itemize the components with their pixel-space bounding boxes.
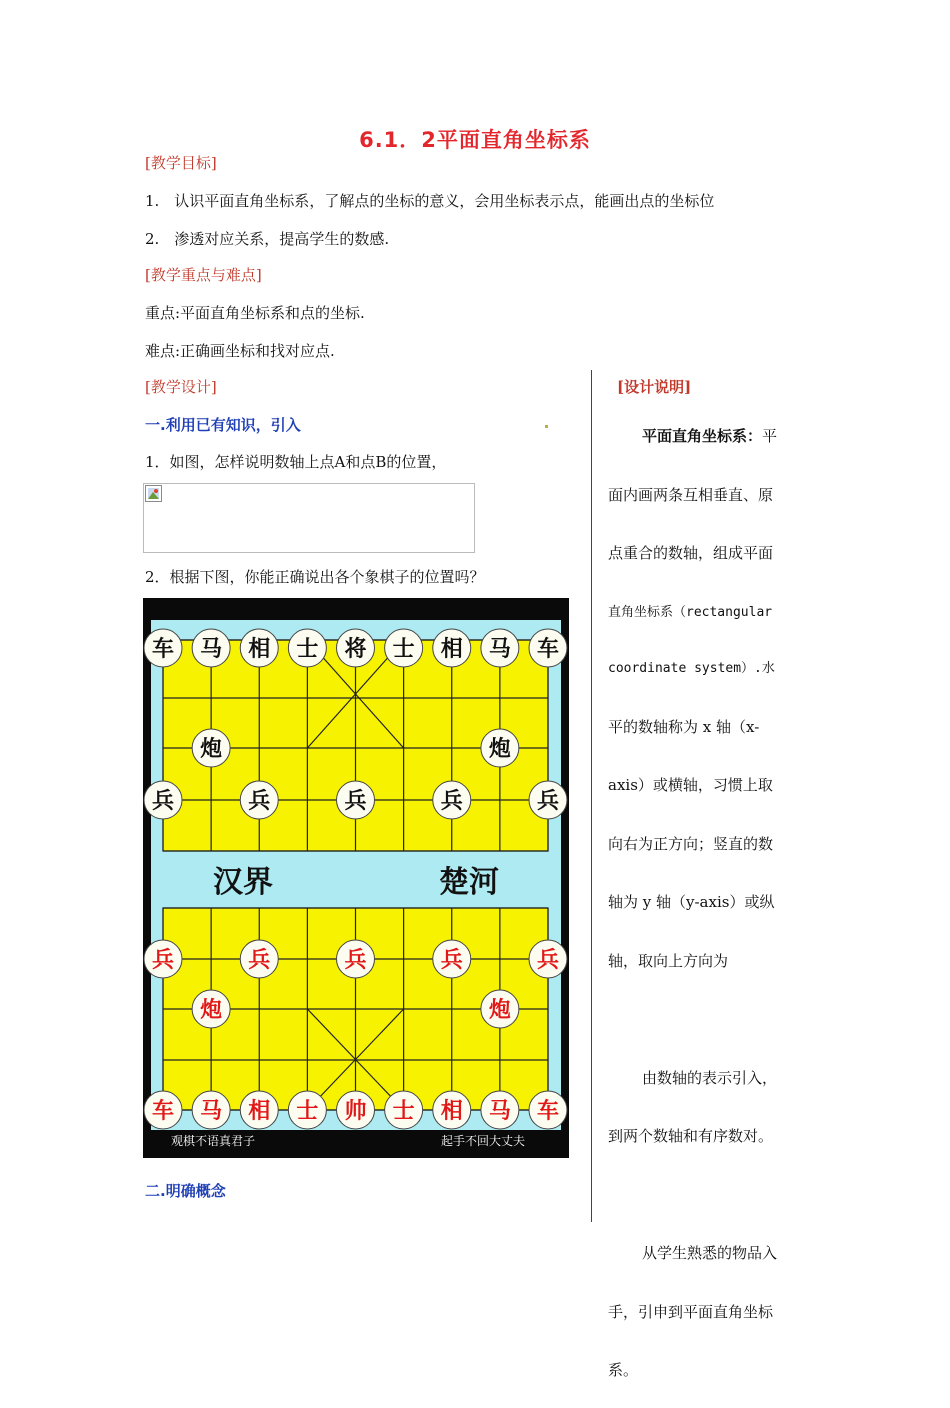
red-piece [240,1091,278,1129]
black-soldier [337,781,375,819]
piece-label: 帅 [344,1099,367,1124]
piece-label: 兵 [536,789,560,814]
note-line: axis）或横轴，习惯上取 [608,776,773,794]
red-soldier [337,940,375,978]
piece-label: 车 [151,637,175,662]
piece-label: 马 [488,637,511,662]
note-line: 到两个数轴和有序数对。 [608,1127,774,1145]
note-line: 向右为正方向；竖直的数 [608,834,774,853]
piece-label: 炮 [200,737,223,762]
river-label-right: 楚河 [439,865,499,900]
note-line: 平 [762,427,778,445]
black-piece [288,629,326,667]
design-header: [教学设计] [145,378,217,396]
piece-label: 炮 [200,998,223,1023]
note-line: 轴为 y 轴（y-axis）或纵 [608,893,775,911]
piece-label: 相 [440,637,463,662]
note-line: 由数轴的表示引入， [642,1068,778,1087]
piece-label: 炮 [488,737,511,762]
black-soldier [240,781,278,819]
piece-label: 士 [296,1099,319,1124]
piece-label: 兵 [151,789,175,814]
objective-1: 1. 认识平面直角坐标系，了解点的坐标的意义，会用坐标表示点，能画出点的坐标位 [145,192,715,210]
objectives-header: [教学目标] [145,154,217,172]
piece-label: 相 [440,1099,463,1124]
note-line: 直角坐标系（rectangular [608,604,773,620]
note-line: 从学生熟悉的物品入 [642,1244,778,1262]
motto-left: 观棋不语真君子 [170,1134,256,1148]
number-line-image-placeholder [143,483,475,553]
red-piece [385,1091,423,1129]
note-line: 面内画两条互相垂直、原 [608,485,774,504]
black-piece [144,629,182,667]
black-cannon [192,729,230,767]
black-piece [433,629,471,667]
question-2: 2．根据下图，你能正确说出各个象棋子的位置吗？ [145,568,485,586]
red-cannon [481,990,519,1028]
chessboard-image [143,598,569,1158]
piece-label: 兵 [248,789,271,814]
piece-label: 兵 [440,948,463,973]
piece-label: 马 [488,1099,511,1124]
black-piece [337,629,375,667]
black-soldier [144,781,182,819]
note-line: 点重合的数轴，组成平面 [608,544,774,562]
black-soldier [529,781,567,819]
black-piece [385,629,423,667]
piece-label: 车 [536,1099,560,1124]
black-soldier [433,781,471,819]
note-line: 手，引申到平面直角坐标 [608,1302,774,1321]
red-soldier [240,940,278,978]
red-piece [337,1091,375,1129]
stray-dot [545,425,548,428]
piece-label: 车 [536,637,560,662]
column-divider [591,370,592,1222]
question-1: 1．如图，怎样说明数轴上点A和点B的位置， [145,453,447,471]
notes-header: [设计说明] [617,378,692,396]
term-label: 平面直角坐标系： [642,427,763,445]
red-soldier [433,940,471,978]
red-soldier [529,940,567,978]
black-piece [481,629,519,667]
motto-right: 起手不回大丈夫 [440,1134,526,1148]
keypoints-header: [教学重点与难点] [145,266,262,284]
difficult-point: 难点:正确画坐标和找对应点. [145,342,335,360]
objective-2: 2. 渗透对应关系，提高学生的数感. [145,230,390,248]
part2-heading: 二.明确概念 [145,1182,226,1200]
piece-label: 兵 [440,789,463,814]
broken-image-icon [145,485,162,502]
red-piece [192,1091,230,1129]
note-line: 轴，取向上方向为 [608,951,729,970]
red-cannon [192,990,230,1028]
river-label-left: 汉界 [213,865,273,900]
red-piece [481,1091,519,1129]
red-piece [433,1091,471,1129]
red-soldier [144,940,182,978]
piece-label: 士 [296,637,319,662]
piece-label: 相 [248,637,271,662]
piece-label: 马 [200,637,223,662]
page-title: 6.1．2平面直角坐标系 [359,128,591,152]
piece-label: 兵 [151,948,175,973]
piece-label: 兵 [344,789,367,814]
black-piece [192,629,230,667]
red-piece [529,1091,567,1129]
piece-label: 士 [392,1099,415,1124]
black-piece [240,629,278,667]
note-line: coordinate system）.水 [608,661,775,676]
red-piece [288,1091,326,1129]
design-notes [608,400,808,1408]
black-cannon [481,729,519,767]
piece-label: 相 [248,1099,271,1124]
piece-label: 车 [151,1099,175,1124]
note-line: 系。 [608,1361,639,1379]
piece-label: 兵 [344,948,367,973]
piece-label: 兵 [536,948,560,973]
key-point: 重点:平面直角坐标系和点的坐标. [145,304,365,322]
piece-label: 将 [344,637,367,662]
note-line: 平的数轴称为 x 轴（x- [608,717,760,736]
piece-label: 马 [200,1099,223,1124]
part1-heading: 一.利用已有知识，引入 [145,416,301,434]
piece-label: 炮 [488,998,511,1023]
piece-label: 兵 [248,948,271,973]
red-piece [144,1091,182,1129]
black-piece [529,629,567,667]
piece-label: 士 [392,637,415,662]
